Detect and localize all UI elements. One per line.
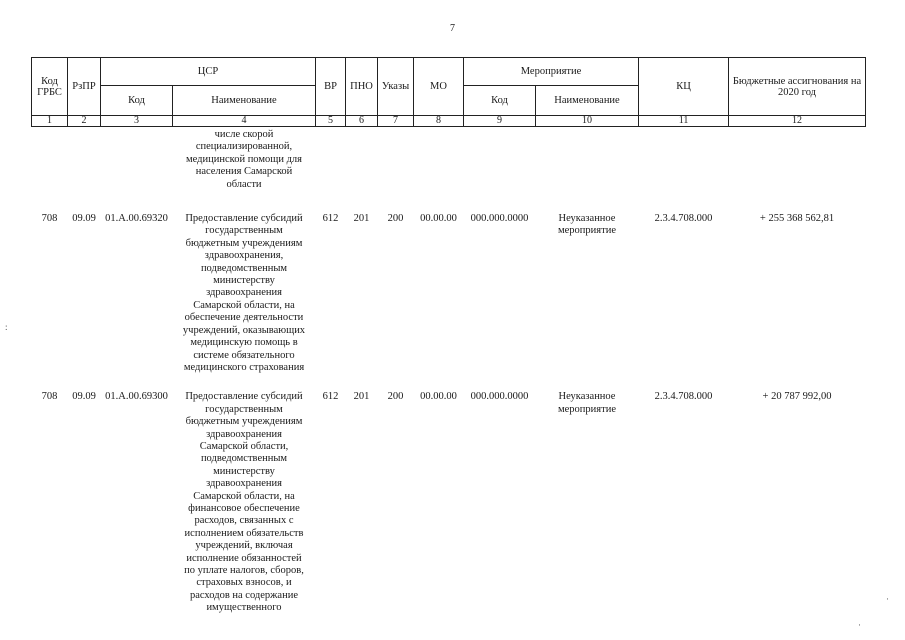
column-number: 6 <box>346 116 378 127</box>
cell-ukazy: 200 <box>387 391 404 403</box>
cell-name: Предоставление субсидий государственным бюджетным учреждениям здравоохранения, подведомственным министерству здравоохранения Самарской области, на обеспечение деятельности учреждений, оказывающих медицинскую помощь в системе обязательного медицинского страхования <box>182 213 306 373</box>
column-number: 3 <box>101 116 173 127</box>
cell-amount: + 20 787 992,00 <box>762 391 832 403</box>
continuation-row <box>32 127 866 192</box>
header-mer-kod: Код <box>464 86 536 116</box>
cell-rzpr: 09.09 <box>72 213 96 225</box>
cell-mer-name: Неуказанное мероприятие <box>558 391 616 415</box>
header-budget: Бюджетные ассигнования на 2020 год <box>729 58 866 116</box>
cell-mer-name: Неуказанное мероприятие <box>558 213 616 237</box>
header-csr-kod: Код <box>101 86 173 116</box>
cell-csr: 01.А.00.69320 <box>105 213 168 225</box>
cell-grbs: 708 <box>41 391 58 403</box>
header-kod-grbs: Код ГРБС <box>32 58 68 116</box>
scan-speck: : <box>5 322 8 332</box>
scan-speck: · <box>858 620 861 630</box>
header-csr-name: Наименование <box>173 86 316 116</box>
table-row <box>32 191 866 374</box>
cell-kc: 2.3.4.708.000 <box>654 213 713 225</box>
cell-mo: 00.00.00 <box>420 213 457 225</box>
column-number: 1 <box>32 116 68 127</box>
header-kc: КЦ <box>639 58 729 116</box>
cell-mo: 00.00.00 <box>420 391 457 403</box>
column-number: 8 <box>414 116 464 127</box>
column-number: 2 <box>68 116 101 127</box>
cell-amount: + 255 368 562,81 <box>759 213 835 225</box>
column-number: 7 <box>378 116 414 127</box>
scan-speck: · <box>886 594 889 604</box>
cell-kc: 2.3.4.708.000 <box>654 391 713 403</box>
cell-mer-kod: 000.000.0000 <box>470 213 529 225</box>
cell-vr: 612 <box>322 213 339 225</box>
cell-rzpr: 09.09 <box>72 391 96 403</box>
column-number: 9 <box>464 116 536 127</box>
cell-mer-kod: 000.000.0000 <box>470 391 529 403</box>
continuation-name: числе скорой специализированной, медицинской помощи для населения Самарской области <box>185 129 302 190</box>
header-ukazy: Указы <box>378 58 414 116</box>
cell-ukazy: 200 <box>387 213 404 225</box>
cell-name: Предоставление субсидий государственным бюджетным учреждениям здравоохранения Самарской области, подведомственным министерству здравоохранения Самарской области, на финансовое обеспечение расходов, связанных с исполнением обязательств учреждений, включая исполнение обязанностей по уплате налогов, сборов, страховых взносов, и расходов на содержание имущественного <box>184 391 304 614</box>
column-number: 4 <box>173 116 316 127</box>
cell-pno: 201 <box>353 391 370 403</box>
column-number: 10 <box>536 116 639 127</box>
table-row <box>32 374 866 614</box>
cell-vr: 612 <box>322 391 339 403</box>
cell-grbs: 708 <box>41 213 58 225</box>
budget-table <box>31 57 866 615</box>
column-number: 11 <box>639 116 729 127</box>
column-number-row <box>32 116 866 127</box>
header-rzpr: РзПР <box>68 58 101 116</box>
column-number: 12 <box>729 116 866 127</box>
cell-csr: 01.А.00.69300 <box>105 391 168 403</box>
header-meropriyatie: Мероприятие <box>464 58 639 86</box>
header-pno: ПНО <box>346 58 378 116</box>
header-mo: МО <box>414 58 464 116</box>
page-number: 7 <box>450 23 455 34</box>
header-mer-name: Наименование <box>536 86 639 116</box>
header-csr: ЦСР <box>101 58 316 86</box>
column-number: 5 <box>316 116 346 127</box>
header-vr: ВР <box>316 58 346 116</box>
cell-pno: 201 <box>353 213 370 225</box>
